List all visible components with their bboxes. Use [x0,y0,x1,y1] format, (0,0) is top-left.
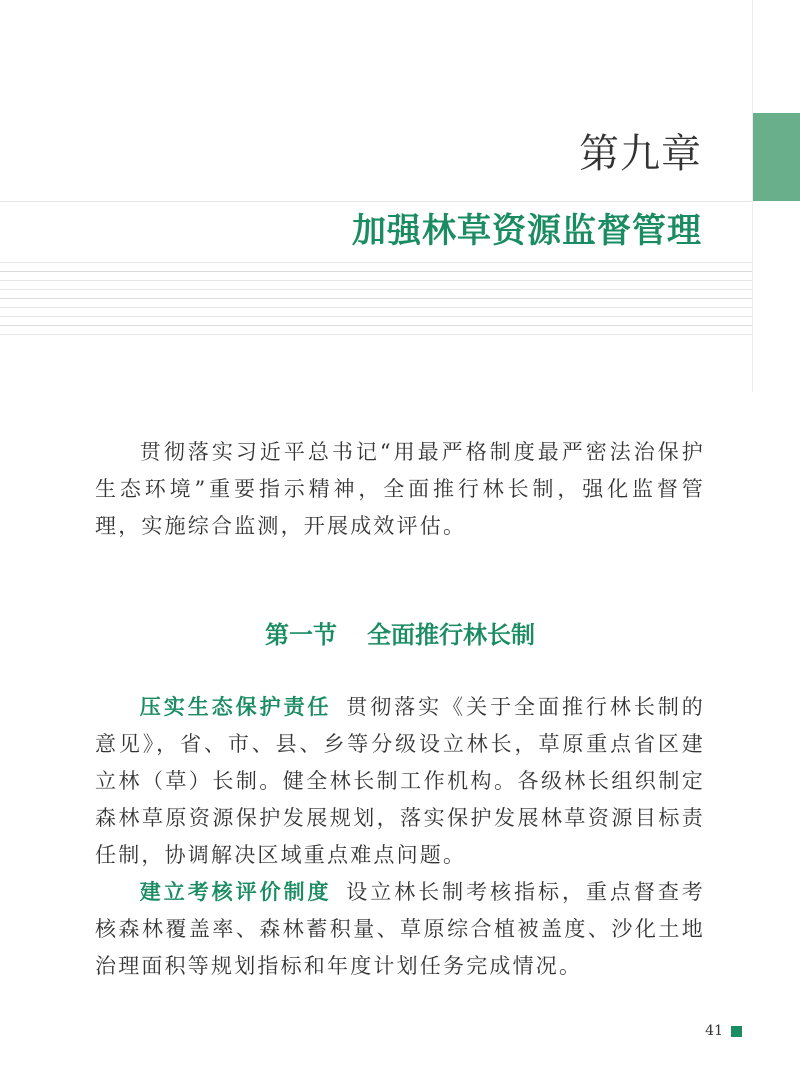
chapter-rule [0,201,752,202]
page-marker-square [731,1026,742,1037]
section-title: 全面推行林长制 [367,621,535,649]
intro-paragraph [95,434,705,545]
section-number: 第一节 [265,621,337,649]
intro-text: 贯彻落实习近平总书记“用最严格制度最严密法治保护生态环境”重要指示精神，全面推行林长制，强化监督管理，实施综合监测，开展成效评估。 [95,440,705,538]
paragraph-lead: 建立考核评价制度 [139,879,332,904]
section-heading [0,618,800,652]
page-footer [705,1022,742,1040]
page-number: 41 [705,1023,723,1039]
body-paragraph [95,873,705,985]
paragraph-text: 贯彻落实《关于全面推行林长制的意见》，省、市、县、乡等分级设立林长，草原重点省区建立林（草）长制。健全林长制工作机构。各级林长组织制定森林草原资源保护发展规划，落实保护发展林草资源目标责任制，协调解决区域重点难点问题。 [95,695,705,867]
body-paragraph [95,688,705,874]
chapter-number: 第九章 [579,131,702,177]
chapter-title: 加强林草资源监督管理 [352,211,702,251]
chapter-tab-marker [753,113,800,201]
paragraph-lead: 压实生态保护责任 [139,694,332,719]
paragraph-text: 设立林长制考核指标，重点督查考核森林覆盖率、森林蓄积量、草原综合植被盖度、沙化土地治理面积等规划指标和年度计划任务完成情况。 [95,880,705,978]
decorative-stripes [0,262,752,346]
